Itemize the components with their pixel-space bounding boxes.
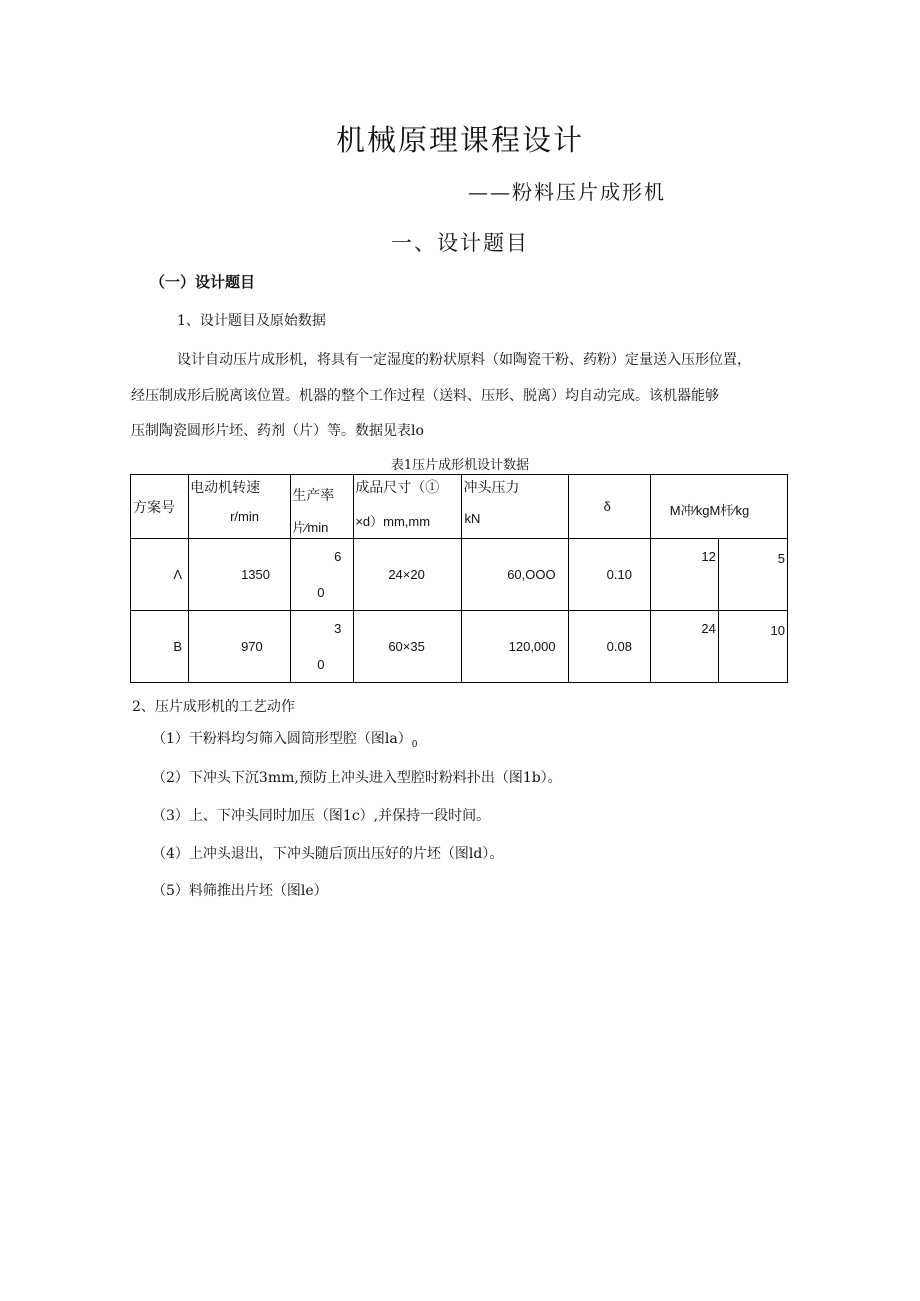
item-heading-1: 1、设计题目及原始数据 (177, 313, 326, 329)
header-punch-force: 冲头压力 kN (462, 475, 568, 539)
cell-m-rod: 5 (718, 539, 787, 611)
header-product-size: 成品尺寸（① ×d）mm,mm (354, 475, 462, 539)
cell-size: 24×20 (354, 539, 462, 611)
table-row (131, 611, 788, 683)
cell-rate: 3 0 (291, 611, 354, 683)
cell-scheme: B (131, 611, 189, 683)
item-heading-2: 2、压片成形机的工艺动作 (132, 699, 295, 715)
header-delta: δ (568, 475, 650, 539)
step-4: （4）上冲头退出，下冲头随后顶出压好的片坯（图ld）。 (152, 846, 504, 862)
cell-size: 60×35 (354, 611, 462, 683)
header-motor-speed: 电动机转速 r/min (189, 475, 291, 539)
cell-force: 120,000 (462, 611, 568, 683)
cell-delta: 0.08 (568, 611, 650, 683)
step-2: （2）下冲头下沉3mm,预防上冲头进入型腔时粉料扑出（图1b）。 (152, 770, 562, 786)
document-subtitle: ——粉料压片成形机 (468, 180, 666, 204)
table-row (131, 539, 788, 611)
header-mass: M冲⁄kgM杆⁄kg (650, 475, 787, 539)
paragraph-line-3: 压制陶瓷圆形片坯、药剂（片）等。数据见表lo (131, 423, 424, 439)
cell-motor: 970 (189, 611, 291, 683)
cell-force: 60,OOO (462, 539, 568, 611)
step-1 (152, 728, 417, 750)
paragraph-line-2: 经压制成形后脱离该位置。机器的整个工作过程（送料、压形、脱离）均自动完成。该机器能够 (131, 387, 719, 404)
cell-delta: 0.10 (568, 539, 650, 611)
step-5: （5）料筛推出片坯（图le） (152, 883, 328, 899)
cell-scheme: Λ (131, 539, 189, 611)
cell-m-punch: 12 (650, 539, 718, 611)
section-title: 一、设计题目 (391, 231, 529, 255)
step-3: （3）上、下冲头同时加压（图1c）,并保持一段时间。 (152, 808, 491, 824)
design-data-table (130, 474, 788, 683)
header-production-rate: 生产率 片⁄min (291, 475, 354, 539)
step-1-suffix: 0 (411, 740, 418, 750)
cell-motor: 1350 (189, 539, 291, 611)
step-1-text: （1）干粉料均匀筛入圆筒形型腔（图la） (152, 731, 412, 747)
subsection-heading: （一）设计题目 (150, 273, 256, 291)
paragraph-line-1: 设计自动压片成形机，将具有一定湿度的粉状原料（如陶瓷干粉、药粉）定量送入压形位置， (177, 352, 751, 368)
table-header-row (131, 475, 788, 539)
table-caption: 表1压片成形机设计数据 (390, 458, 530, 473)
document-title: 机械原理课程设计 (335, 123, 584, 157)
description-paragraph (131, 343, 791, 450)
header-scheme: 方案号 (131, 475, 189, 539)
cell-m-rod: 10 (718, 611, 787, 683)
cell-rate: 6 0 (291, 539, 354, 611)
cell-m-punch: 24 (650, 611, 718, 683)
